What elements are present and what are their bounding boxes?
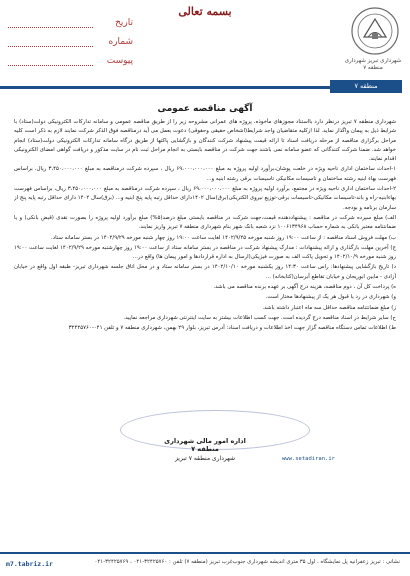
notice-paragraph: ج) آخرین مهلت بارگذاری و ارائه پیشنهادات : مدارک پیشنهاد شرکت در مناقصه در بستر سامانه ستاد از ساعت ۱۹:۰۰ روز چهارشنبه مورخه ۱۴۰۲/۹/۲۹ لغایت ساعت ۱۹:۰۰ روز شنبه مورخه ۱۴۰۲/۱۰/۹ و تحویل پاکت الف به صورت فیزیکی(ارسال به اداره قراردادها و امور پیمان ها) واقع در... — [14, 244, 396, 261]
notice-paragraph: ۲-احداث ساختمان اداری ناحیه ویژه در مجتمع، برآورد اولیه پروژه به مبلغ ۶۹،۰۰۰،۰۰۰،۰۰۰ ریال ، سپرده شرکت درمناقصه به مبلغ ۳،۴۵۰،۰۰۰،۰۰۰ ریال، براساس فهرست بهاءابنیه-راه و باند-تاسیسات مکانیکی-تاسیسات برقی-توزیع نیروی الکتریکی(برق)سال ۱۴۰۲دارای حداقل رتبه پایه پنج ابنیه و... (برق)سال ۱۴۰۲ دارای حداقل رتبه پایه پنج از سازمان برنامه و بودجه. — [14, 186, 396, 211]
notice-paragraph: ح) سایر شرایط در اسناد مناقصه درج گردیده است. جهت کسب اطلاعات بیشتر به سایت اینترنتی شهرداری مراجعه نمایید. — [123, 314, 396, 321]
attachment-label: پیوست — [106, 56, 133, 66]
region-tag: منطقه ۷ — [330, 80, 402, 93]
basmala-heading: بسمه تعالی — [178, 5, 232, 18]
date-row — [8, 15, 133, 31]
notice-paragraph: د) تاریخ بازگشایی پیشنهادها: راس ساعت ۱۴:۳۰ روز یکشنبه مورخه ۱۴۰۲/۱۰/۱۰ در بستر سامانه ستاد و در محل اتاق جلسه شهرداری تبریز- طبقه اول واقع در خیابان آزادی - مابین ابوریحان و خیابان تقاطع آبرسان(کتابخانه) ... — [14, 264, 396, 280]
page-footer — [0, 552, 410, 574]
notice-paragraph: و) شهرداری در رد یا قبول هر یک از پیشنهادها مختار است. — [265, 294, 396, 301]
number-field — [8, 38, 93, 47]
header-stripe — [0, 86, 330, 89]
municipality-logo-icon — [350, 6, 400, 56]
footer-website-link[interactable]: m7.tabriz.ir — [6, 560, 53, 568]
signature-subtitle: شهرداری منطقه ۷ تبریز — [175, 455, 235, 462]
number-label: شماره — [108, 37, 133, 47]
attachment-row — [8, 53, 133, 69]
notice-paragraph: ط) اطلاعات تماس دستگاه مناقصه گزار جهت اخذ اطلاعات و دریافت اسناد: آدرس تبریز، بلوار ۲۹ بهمن، شهرداری منطقه ۷ و تلفن ۰۴۱-۳۲۴۲۵۷۶۰ — [68, 325, 396, 332]
date-field — [8, 19, 93, 28]
notice-paragraph: الف) مبلغ سپرده شرکت در مناقصه : پیشنهاددهنده قیمت،جهت شرکت در مناقصه بایستی مبلغ درصد(۵%) مبلغ برآورد اولیه پروژه را بصورت نقدی (قبض بانکی) و یا ضمانتنامه معتبر بانکی به شماره حساب ۱۰۰۶۱۳۴۹۶۸ نزد شعبه بانک شهر بنام شهرداری منطقه ۷ تبریز واریز نمایند. — [14, 214, 396, 231]
notice-paragraph: ۱-احداث ساختمان اداری ناحیه ویژه در خلعت پوشان،برآورد اولیه پروژه به مبلغ ۶۹،۰۰۰،۰۰۰،۰۰۰ ریال ، سپرده شرکت درمناقصه به مبلغ ۳،۴۵۰،۰۰۰،۰۰۰ ریال، براساس فهرست بهاء ابنیه رشته ساختمان و تاسیسات مکانیکی تاسیسات برقی رشته ابنیه و... — [14, 166, 396, 182]
footer-address: نشانی : تبریز زعفرانیه پل نمایشگاه ، اول ۳۵ متری اندیشه شهرداری جنوب‌غرب تبریز (منطقه ۷) تلفن : ۳۲۴۲۵۷۶۰-۰۴۱ ، ۳۲۴۲۵۷۶۹-۰۴۱ — [94, 559, 400, 565]
signature-block — [155, 437, 255, 462]
notice-paragraph: شهرداری منطقه ۷ تبریز درنظر دارد بااستناد مجوزهای مأخوذه، پروژه های عمرانی مشروحه زیر را از طریق مناقصه عمومی و سامانه تدارکات الکترونیکی دولت(ستاد) با شرایط ذیل به پیمان واگذار نماید. لذا ازکلیه متقاضیان واجد شرایط(اشخاص حقیقی وحقوقی) دعوت بعمل می آید درمناقصه فوق الذکر شرکت نمایند لازم به ذکر است کلیه مراحل برگزاری مناقصه از مرحله دریافت اسناد تا ارائه قیمت پیشنهاد شرکت کنندگان و بازگشایی پاکتها از طریق درگاه سامانه تدارکات الکترونیکی دولت(ستاد) انجام خواهد شد. ضمنا شرکت کنندگانی که عضو سامانه نمی باشند جهت شرکت در مناقصه بایستی به انجام مراحل ثبت نام در سایت مذکور و دریافت گواهی امضای الکترونیکی اقدام نمایند. — [14, 119, 396, 163]
notice-paragraph: ب) مهلت فروش اسناد مناقصه : از ساعت ۱۹:۰۰ روز شنبه مورخه ۱۴۰۲/۹/۲۵ لغایت ساعت ۱۹:۰۰ روز چهار شنبه مورخه ۱۴۰۲/۹/۲۹ در بستر سامانه ستاد. — [51, 234, 396, 241]
signature-name: اداره امور مالی شهرداری منطقه ۷ — [164, 437, 246, 453]
notice-paragraph: ه) پرداخت کل آن ، دوم مناقصه، هزینه درج آگهی بر عهده برنده مناقصه می باشد. — [213, 284, 396, 291]
date-label: تاریخ — [115, 18, 133, 28]
municipality-logo-caption: شهرداری تبریز شهرداری منطقه ۷ — [344, 58, 402, 72]
notice-title: آگهی مناقصه عمومی — [157, 104, 253, 114]
setad-website-link[interactable]: www.setadiran.ir — [282, 456, 335, 462]
attachment-field — [8, 57, 93, 66]
number-row — [8, 34, 133, 50]
header-brand-bar — [0, 84, 410, 90]
letter-meta-fields — [8, 15, 133, 72]
notice-paragraph: ز) مبلغ ضمانتنامه مناقصه حداقل سه ماه اعتبار داشته باشد. — [262, 304, 396, 311]
